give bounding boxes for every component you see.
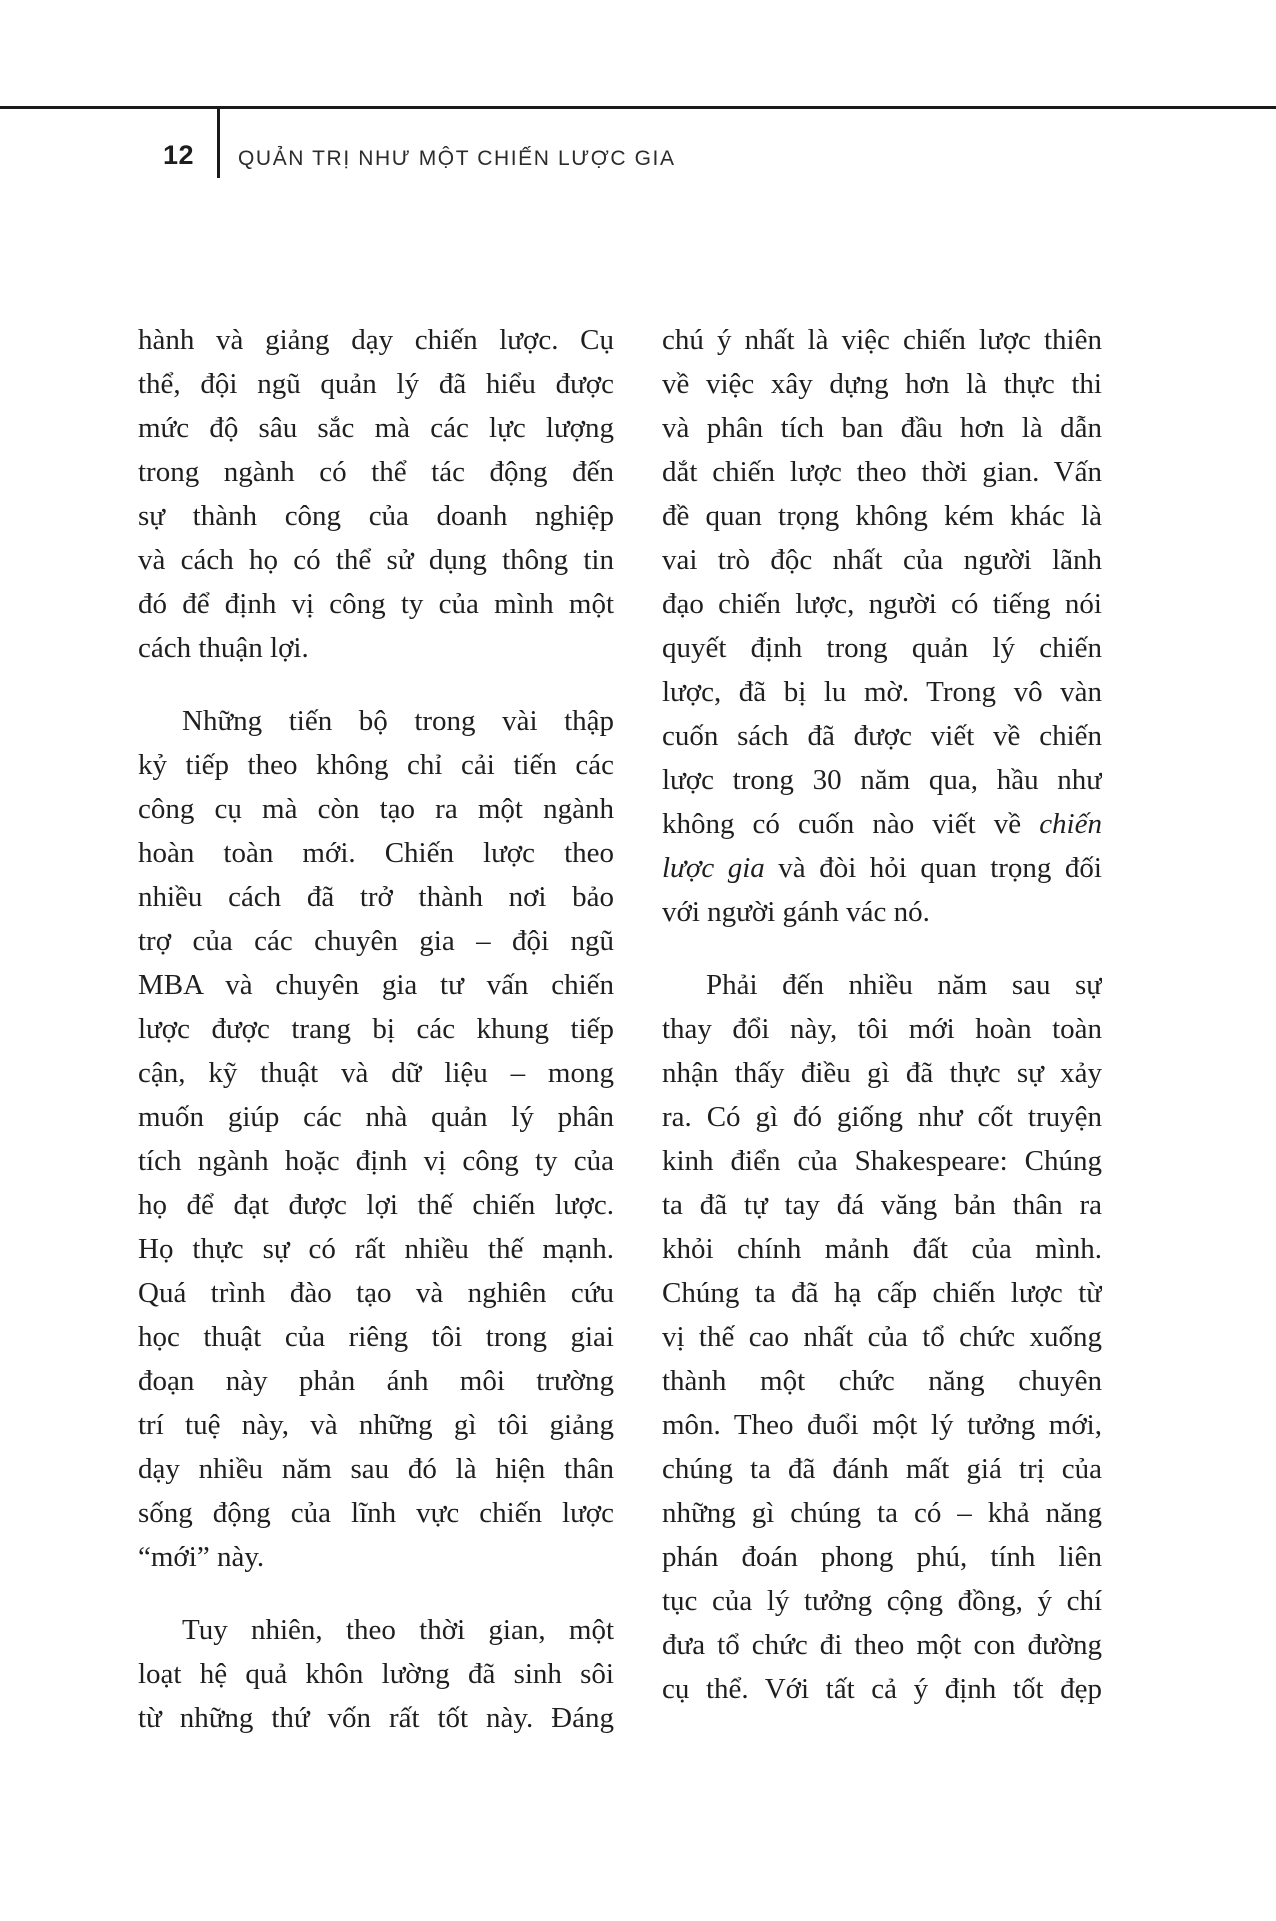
text-line: muốn giúp các nhà quản lý phân bbox=[138, 1101, 614, 1133]
text-line: chúng ta đã đánh mất giá trị của bbox=[662, 1453, 1102, 1485]
text-line: sự thành công của doanh nghiệp bbox=[138, 500, 614, 532]
text-line: chú ý nhất là việc chiến lược thiên bbox=[662, 324, 1102, 356]
text-line: cụ thể. Với tất cả ý định tốt đẹp bbox=[662, 1673, 1102, 1705]
text-line: trí tuệ này, và những gì tôi giảng bbox=[138, 1409, 614, 1441]
text-line: kỷ tiếp theo không chỉ cải tiến các bbox=[138, 749, 614, 781]
text-line: ra. Có gì đó giống như cốt truyện bbox=[662, 1101, 1102, 1133]
text-line: trong ngành có thể tác động đến bbox=[138, 456, 614, 488]
text-line: Chúng ta đã hạ cấp chiến lược từ bbox=[662, 1277, 1102, 1309]
text-line: hoàn toàn mới. Chiến lược theo bbox=[138, 837, 614, 869]
text-line: “mới” này. bbox=[138, 1541, 265, 1573]
text-line: kinh điển của Shakespeare: Chúng bbox=[662, 1145, 1102, 1177]
text-line: và phân tích ban đầu hơn là dẫn bbox=[662, 412, 1102, 444]
text-line: ta đã tự tay đá văng bản thân ra bbox=[662, 1189, 1102, 1221]
paragraph bbox=[662, 318, 1102, 934]
text-column-right bbox=[662, 318, 1102, 1711]
text-line: cách thuận lợi. bbox=[138, 632, 309, 664]
text-line: lược trong 30 năm qua, hầu như bbox=[662, 764, 1102, 796]
text-line: mức độ sâu sắc mà các lực lượng bbox=[138, 412, 614, 444]
text-line: phán đoán phong phú, tính liên bbox=[662, 1541, 1102, 1573]
text-line: loạt hệ quả khôn lường đã sinh sôi bbox=[138, 1658, 614, 1690]
header-rule bbox=[0, 106, 1276, 109]
text-line: trợ của các chuyên gia – đội ngũ bbox=[138, 925, 614, 957]
text-column-left bbox=[138, 318, 614, 1740]
text-line: đưa tổ chức đi theo một con đường bbox=[662, 1629, 1102, 1661]
text-line: khỏi chính mảnh đất của mình. bbox=[662, 1233, 1102, 1265]
text-line: thể, đội ngũ quản lý đã hiểu được bbox=[138, 368, 614, 400]
text-line: họ để đạt được lợi thế chiến lược. bbox=[138, 1189, 614, 1221]
text-line: những gì chúng ta có – khả năng bbox=[662, 1497, 1102, 1529]
text-line: thay đổi này, tôi mới hoàn toàn bbox=[662, 1013, 1102, 1045]
text-line: lược được trang bị các khung tiếp bbox=[138, 1013, 614, 1045]
text-line: cuốn sách đã được viết về chiến bbox=[662, 720, 1102, 752]
text-line: đạo chiến lược, người có tiếng nói bbox=[662, 588, 1102, 620]
paragraph bbox=[138, 318, 614, 670]
text-line: đó để định vị công ty của mình một bbox=[138, 588, 614, 620]
text-line: hành và giảng dạy chiến lược. Cụ bbox=[138, 324, 614, 356]
text-line: Tuy nhiên, theo thời gian, một bbox=[182, 1614, 614, 1646]
text-line: không có cuốn nào viết về chiến bbox=[662, 808, 1102, 840]
text-line: dắt chiến lược theo thời gian. Vấn bbox=[662, 456, 1102, 488]
text-line: dạy nhiều năm sau đó là hiện thân bbox=[138, 1453, 614, 1485]
paragraph bbox=[662, 963, 1102, 1711]
running-header-title: QUẢN TRỊ NHƯ MỘT CHIẾN LƯỢC GIA bbox=[238, 147, 676, 170]
text-line: Họ thực sự có rất nhiều thế mạnh. bbox=[138, 1233, 614, 1265]
text-line: về việc xây dựng hơn là thực thi bbox=[662, 368, 1102, 400]
text-line: nhận thấy điều gì đã thực sự xảy bbox=[662, 1057, 1102, 1089]
text-line: cận, kỹ thuật và dữ liệu – mong bbox=[138, 1057, 614, 1089]
text-line: môn. Theo đuổi một lý tưởng mới, bbox=[662, 1409, 1102, 1441]
text-line: Phải đến nhiều năm sau sự bbox=[706, 969, 1102, 1001]
text-line: từ những thứ vốn rất tốt này. Đáng bbox=[138, 1702, 614, 1734]
text-line: vị thế cao nhất của tổ chức xuống bbox=[662, 1321, 1102, 1353]
text-line: Những tiến bộ trong vài thập bbox=[182, 705, 614, 737]
text-line: với người gánh vác nó. bbox=[662, 896, 930, 928]
text-line: vai trò độc nhất của người lãnh bbox=[662, 544, 1102, 576]
text-line: công cụ mà còn tạo ra một ngành bbox=[138, 793, 614, 825]
text-line: học thuật của riêng tôi trong giai bbox=[138, 1321, 614, 1353]
text-line: quyết định trong quản lý chiến bbox=[662, 632, 1102, 664]
text-line: đề quan trọng không kém khác là bbox=[662, 500, 1102, 532]
text-line: sống động của lĩnh vực chiến lược bbox=[138, 1497, 614, 1529]
paragraph bbox=[138, 1608, 614, 1740]
text-line: và cách họ có thể sử dụng thông tin bbox=[138, 544, 614, 576]
text-line: nhiều cách đã trở thành nơi bảo bbox=[138, 881, 614, 913]
text-line: thành một chức năng chuyên bbox=[662, 1365, 1102, 1397]
text-line: đoạn này phản ánh môi trường bbox=[138, 1365, 614, 1397]
text-line: Quá trình đào tạo và nghiên cứu bbox=[138, 1277, 614, 1309]
header-divider bbox=[217, 106, 220, 178]
page-number: 12 bbox=[163, 140, 195, 170]
text-line: lược gia và đòi hỏi quan trọng đối bbox=[662, 852, 1102, 884]
text-line: tích ngành hoặc định vị công ty của bbox=[138, 1145, 614, 1177]
text-line: tục của lý tưởng cộng đồng, ý chí bbox=[662, 1585, 1102, 1617]
paragraph bbox=[138, 699, 614, 1579]
text-line: lược, đã bị lu mờ. Trong vô vàn bbox=[662, 676, 1102, 708]
text-line: MBA và chuyên gia tư vấn chiến bbox=[138, 969, 614, 1001]
